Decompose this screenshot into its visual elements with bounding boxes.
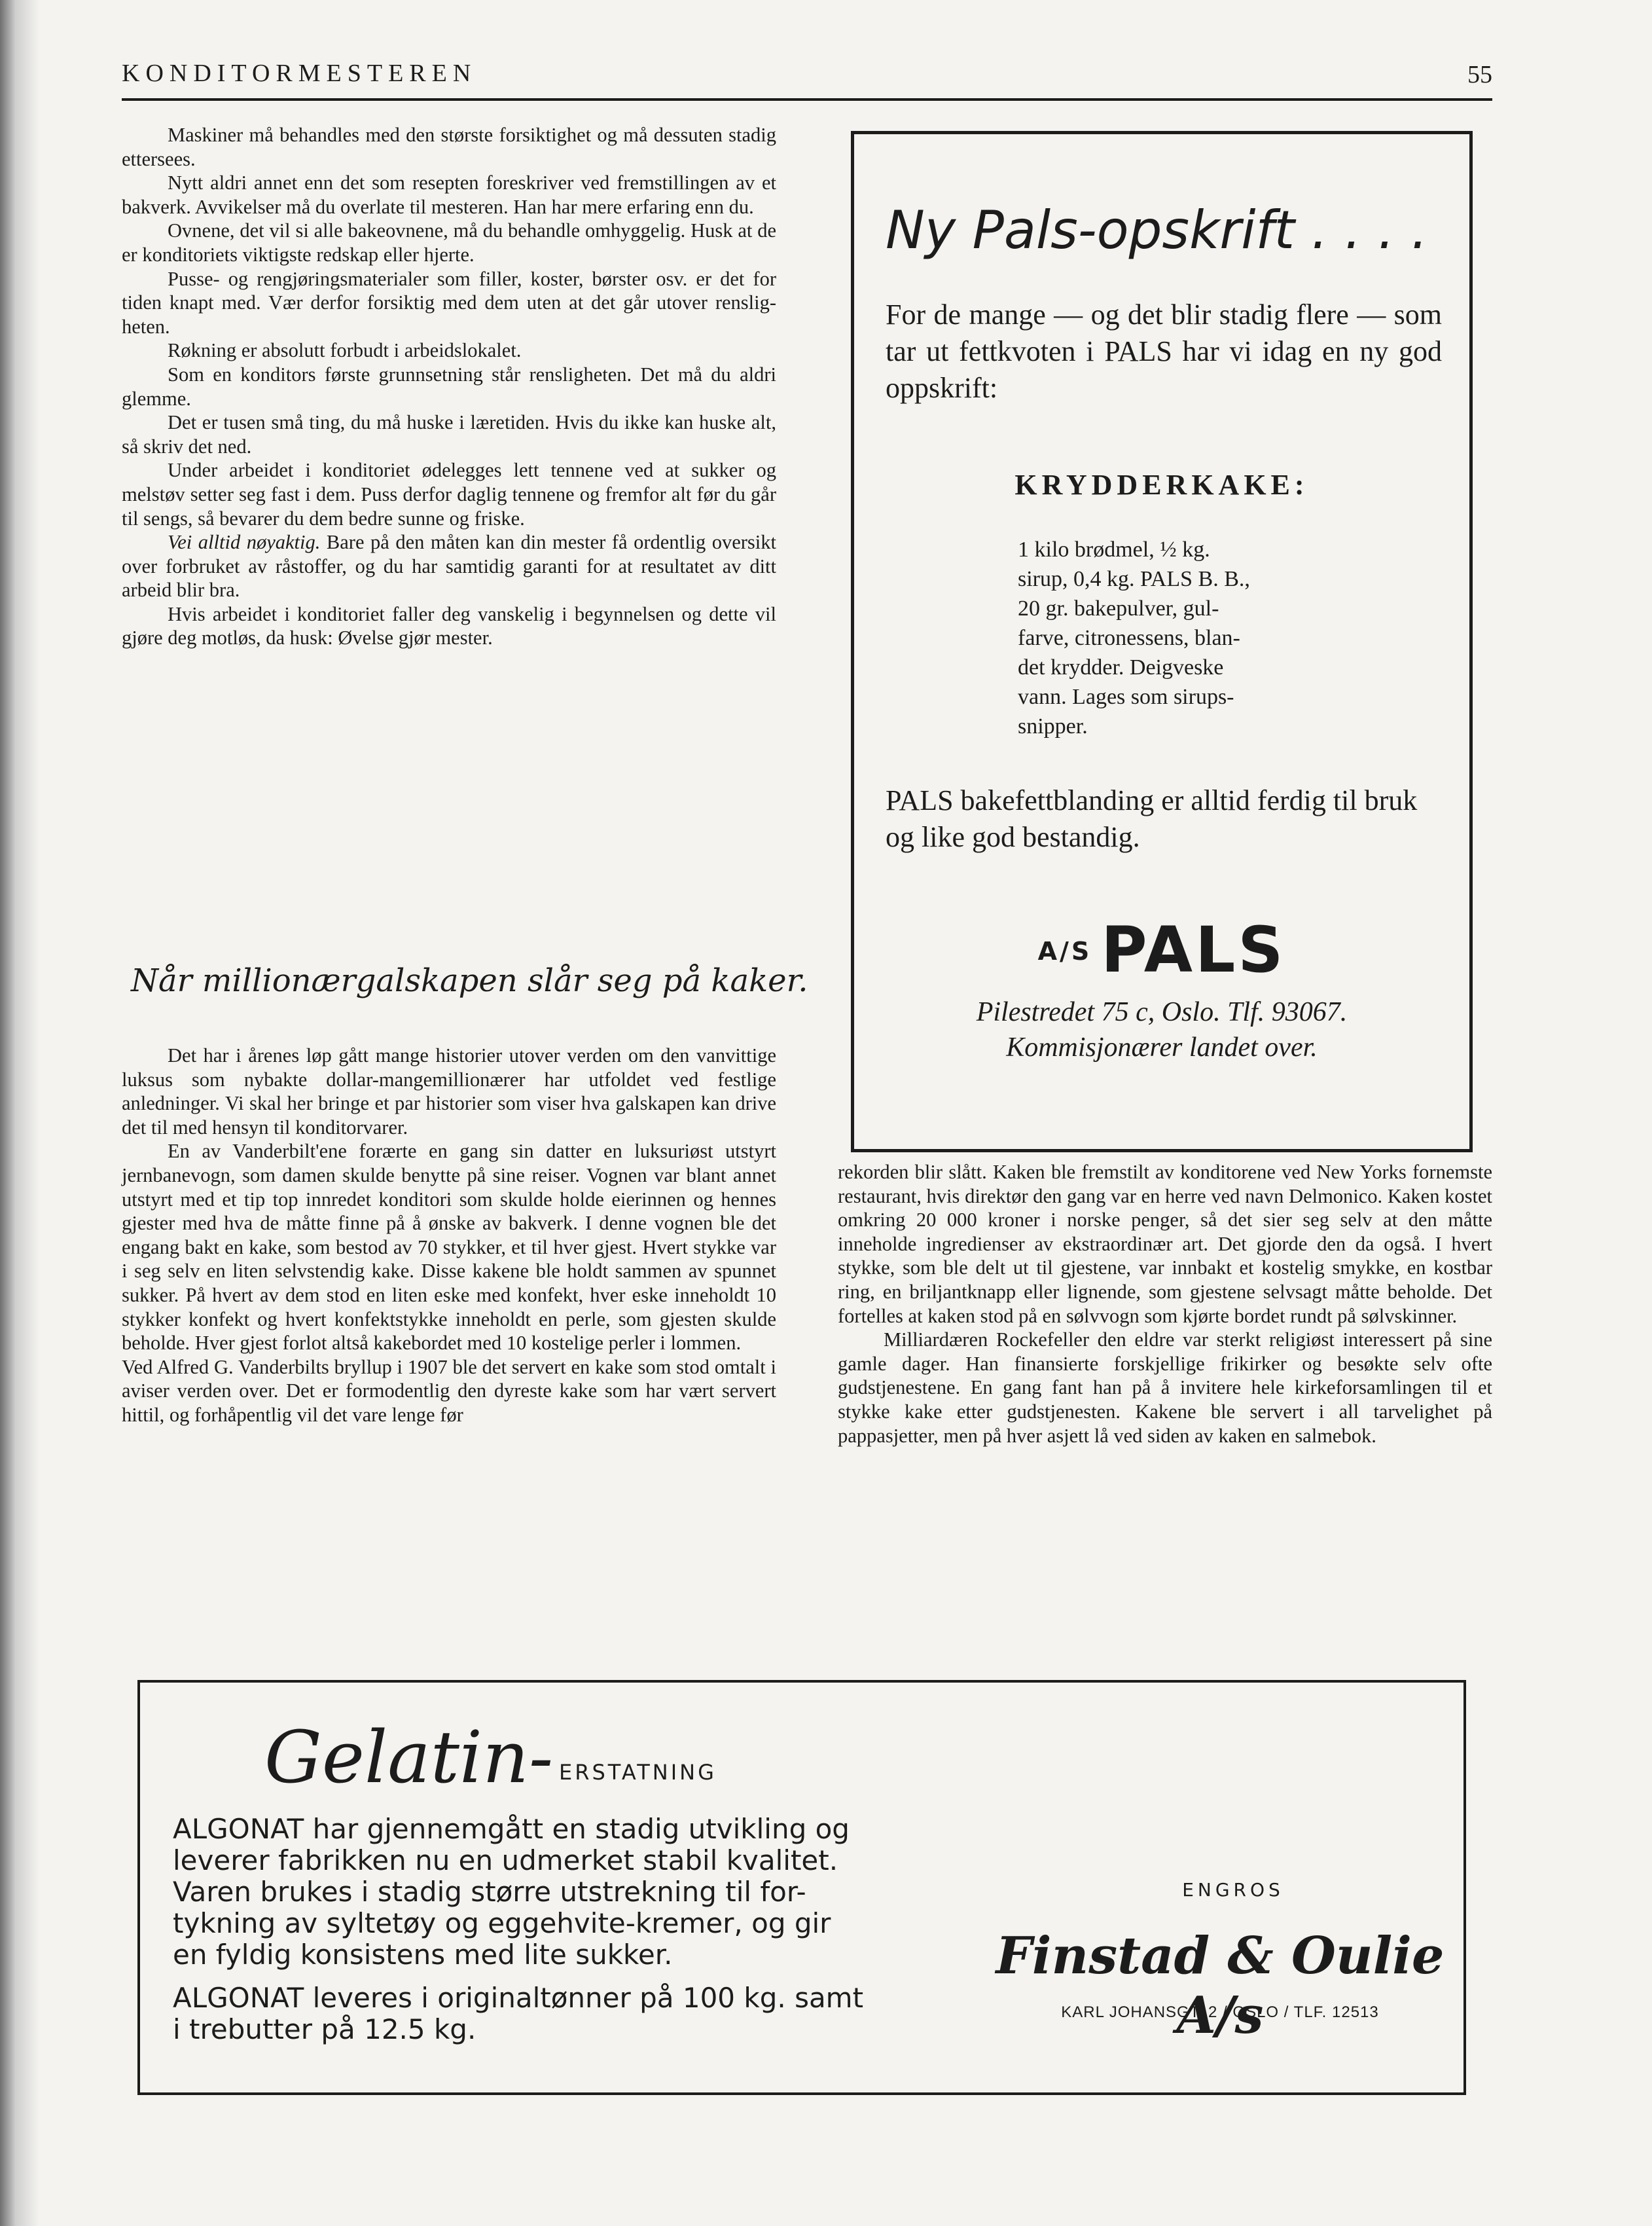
article-paragraph: En av Vanderbilt'ene forærte en gang sin datter en luksuriøst utstyrt jernbanevogn, som damen skulde benytte på sine reiser. Vognen var blant annet utstyrt med et tip top innredet konditori som skulde holde eierinnen og hennes gjester med hva de måtte finne på å ønske av bakverk. I denne vognen ble det engang bakt en kake, som bestod av 70 stykker, et til hver gjest. Hvert stykke var i seg selv en liten selvstendig kake. Disse kakene ble holdt sammen av spunnet sukker. På hvert av dem stod en liten eske med konfekt, hver eske inneholdt 10 stykker konfekt og hvert konfektstykke inneholdt en perle, som gjesten skulde beholde. Hver gjest forlot altså kakebordet med 10 kostelige perler i lommen.: [122, 1140, 776, 1355]
gelatin-text-line: en fyldig konsistens med lite sukker.: [173, 1939, 673, 1971]
advice-paragraph: Nytt aldri annet enn det som resepten foreskriver ved fremstillingen av et bakverk. Avvikelser må du overlate til mesteren. Han har mere erfaring enn du.: [122, 172, 776, 218]
advice-paragraph: Røkning er absolutt forbudt i arbeidslokalet.: [168, 339, 522, 362]
pals-heading: Ny Pals-opskrift . . . .: [886, 200, 1428, 261]
pals-logo-prefix: A/S: [1037, 937, 1092, 966]
company-address: KARL JOHANSGT. 2 / OSLO / TLF. 12513: [1061, 2003, 1379, 2021]
article-paragraph: rekorden blir slått. Kaken ble fremstilt av konditorene ved New Yorks fornemste restaurant, hvis direktør den gang var en herre ved navn Delmonico. Kaken kostet omkring 20 000 kroner i norske penger, så det sier seg selv at den måtte inneholde ingredienser av ekstraordinær art. Det gjorde den da også. I hvert stykke, som ble delt ut til gjestene, var innbakt et kostelig smykke, en kostbar ring, en briljantknapp eller lignende, som gjestene selvsagt måtte beholde. Det fortelles at kaken stod på en sølvvogn som kjørte bordet rundt på sølvskinner.: [838, 1161, 1492, 1327]
gelatin-text-line: Varen brukes i stadig større utstrekning til for-: [173, 1876, 806, 1908]
advice-column: [122, 123, 776, 650]
article-headline: Når millionærgalskapen slår seg på kaker.: [131, 962, 808, 999]
recipe-line: vann. Lages som sirups-: [1018, 685, 1234, 709]
recipe-line: 20 gr. bakepulver, gul-: [1018, 596, 1219, 621]
italic-lead: Vei alltid nøyaktig.: [168, 531, 321, 554]
advice-paragraph: Pusse- og rengjøringsmaterialer som filler, koster, børster osv. er det for tiden knapt med. Vær derfor forsiktig med dem uten at det går utover renslig-heten.: [122, 267, 776, 338]
pals-logo: [854, 913, 1469, 987]
recipe-line: snipper.: [1018, 714, 1088, 739]
advice-paragraph: [122, 530, 776, 602]
italic-rest: Bare på den måten kan din mester få ordentlig oversikt over forbruket av råstoffer, og du har samtidig garanti for at resultatet av ditt arbeid blir bra.: [122, 531, 776, 602]
engros-label: ENGROS: [1182, 1879, 1284, 1901]
pals-address-line: Pilestredet 75 c, Oslo. Tlf. 93067.: [976, 997, 1348, 1027]
article-paragraph: Det har i årenes løp gått mange historier utover verden om den vanvittige luksus som nybakte dollar-mangemillionærer har utfoldet ved festlige anledninger. Vi skal her bringe et par historier som viser hva galskapen kan drive det til med hensyn til konditorvarer.: [122, 1044, 776, 1139]
page-spine-shadow: [0, 0, 39, 2226]
advice-paragraph: Ovnene, det vil si alle bakeovnene, må du behandle omhyggelig. Husk at de er konditoriets viktigste redskap eller hjerte.: [122, 219, 776, 266]
recipe-text: [1018, 535, 1312, 741]
page-header: [122, 59, 1492, 98]
company-logo: Finstad & Oulie A/s: [996, 1926, 1445, 2045]
gelatin-logo: Gelatin-: [264, 1715, 554, 1799]
pals-advertisement: [851, 131, 1473, 1152]
gelatin-text-line: tykning av syltetøy og eggehvite-kremer, og gir: [173, 1907, 831, 1939]
pals-logo-word: PALS: [1101, 913, 1286, 987]
gelatin-description: [173, 1814, 1024, 1971]
gelatin-delivery: [173, 1982, 1024, 2045]
advice-paragraph-last: Hvis arbeidet i konditoriet faller deg vanskelig i begynnelsen og dette vil gjøre deg motløs, da husk: Øvelse gjør mester.: [122, 602, 776, 649]
gelatin-text-line: ALGONAT har gjennemgått en stadig utvikling og: [173, 1813, 850, 1845]
journal-title: KONDITORMESTEREN: [122, 60, 477, 87]
advice-paragraph: Under arbeidet i konditoriet ødelegges lett tennene ved at sukker og melstøv setter seg fast i dem. Puss derfor daglig tennene og fremfor alt før du går til sengs, så bevarer du dem bedre sunne og friske.: [122, 459, 776, 530]
article-column-left: [122, 1044, 776, 1427]
gelatin-logo-subtitle: ERSTATNING: [559, 1760, 717, 1785]
pals-intro: For de mange — og det blir stadig flere — som tar ut fettkvoten i PALS har vi idag en ny god oppskrift:: [886, 299, 1442, 404]
recipe-title: KRYDDERKAKE:: [1015, 469, 1309, 501]
pals-address: [854, 994, 1469, 1065]
header-rule: [122, 98, 1492, 101]
gelatin-advertisement: [137, 1680, 1466, 2095]
pals-outro: PALS bakefettblanding er alltid ferdig til bruk og like god bestandig.: [886, 784, 1418, 853]
recipe-line: det krydder. Deigveske: [1018, 655, 1224, 680]
advice-paragraph: Det er tusen små ting, du må huske i læretiden. Hvis du ikke kan huske alt, så skriv det ned.: [122, 411, 776, 458]
recipe-line: farve, citronessens, blan-: [1018, 626, 1240, 650]
recipe-line: 1 kilo brødmel, ½ kg.: [1018, 538, 1210, 562]
article-paragraph: Ved Alfred G. Vanderbilts bryllup i 1907 ble det servert en kake som stod omtalt i aviser verden over. Det er formodentlig den dyreste kake som har vært servert hittil, og forhåpentlig vil det vare lenge før: [122, 1355, 776, 1426]
pals-address-line: Kommisjonærer landet over.: [1006, 1032, 1318, 1063]
gelatin-text-line: leverer fabrikken nu en udmerket stabil kvalitet.: [173, 1844, 838, 1876]
gelatin-text-line: ALGONAT leveres i originaltønner på 100 kg. samt: [173, 1982, 864, 2014]
gelatin-text-line: i trebutter på 12.5 kg.: [173, 2013, 476, 2045]
recipe-line: sirup, 0,4 kg. PALS B. B.,: [1018, 567, 1250, 591]
article-column-right: [838, 1160, 1492, 1448]
article-paragraph: Milliardæren Rockefeller den eldre var sterkt religiøst interessert på sine gamle dager. Han finansierte forskjellige frikirker og besøkte selv ofte gudstjenestene. En gang fant han på å invitere hele kirkeforsamlingen til et stykke kake etter gudstjenesten. Kakene ble servert i all tarvelighet på pappasjetter, men på hver asjett lå ved siden av kaken en salmebok.: [838, 1328, 1492, 1447]
advice-paragraph: Som en konditors første grunnsetning står rensligheten. Det må du aldri glemme.: [122, 363, 776, 410]
advice-paragraph: Maskiner må behandles med den største forsiktighet og må dessuten stadig ettersees.: [122, 124, 776, 170]
page-number: 55: [1467, 61, 1492, 88]
